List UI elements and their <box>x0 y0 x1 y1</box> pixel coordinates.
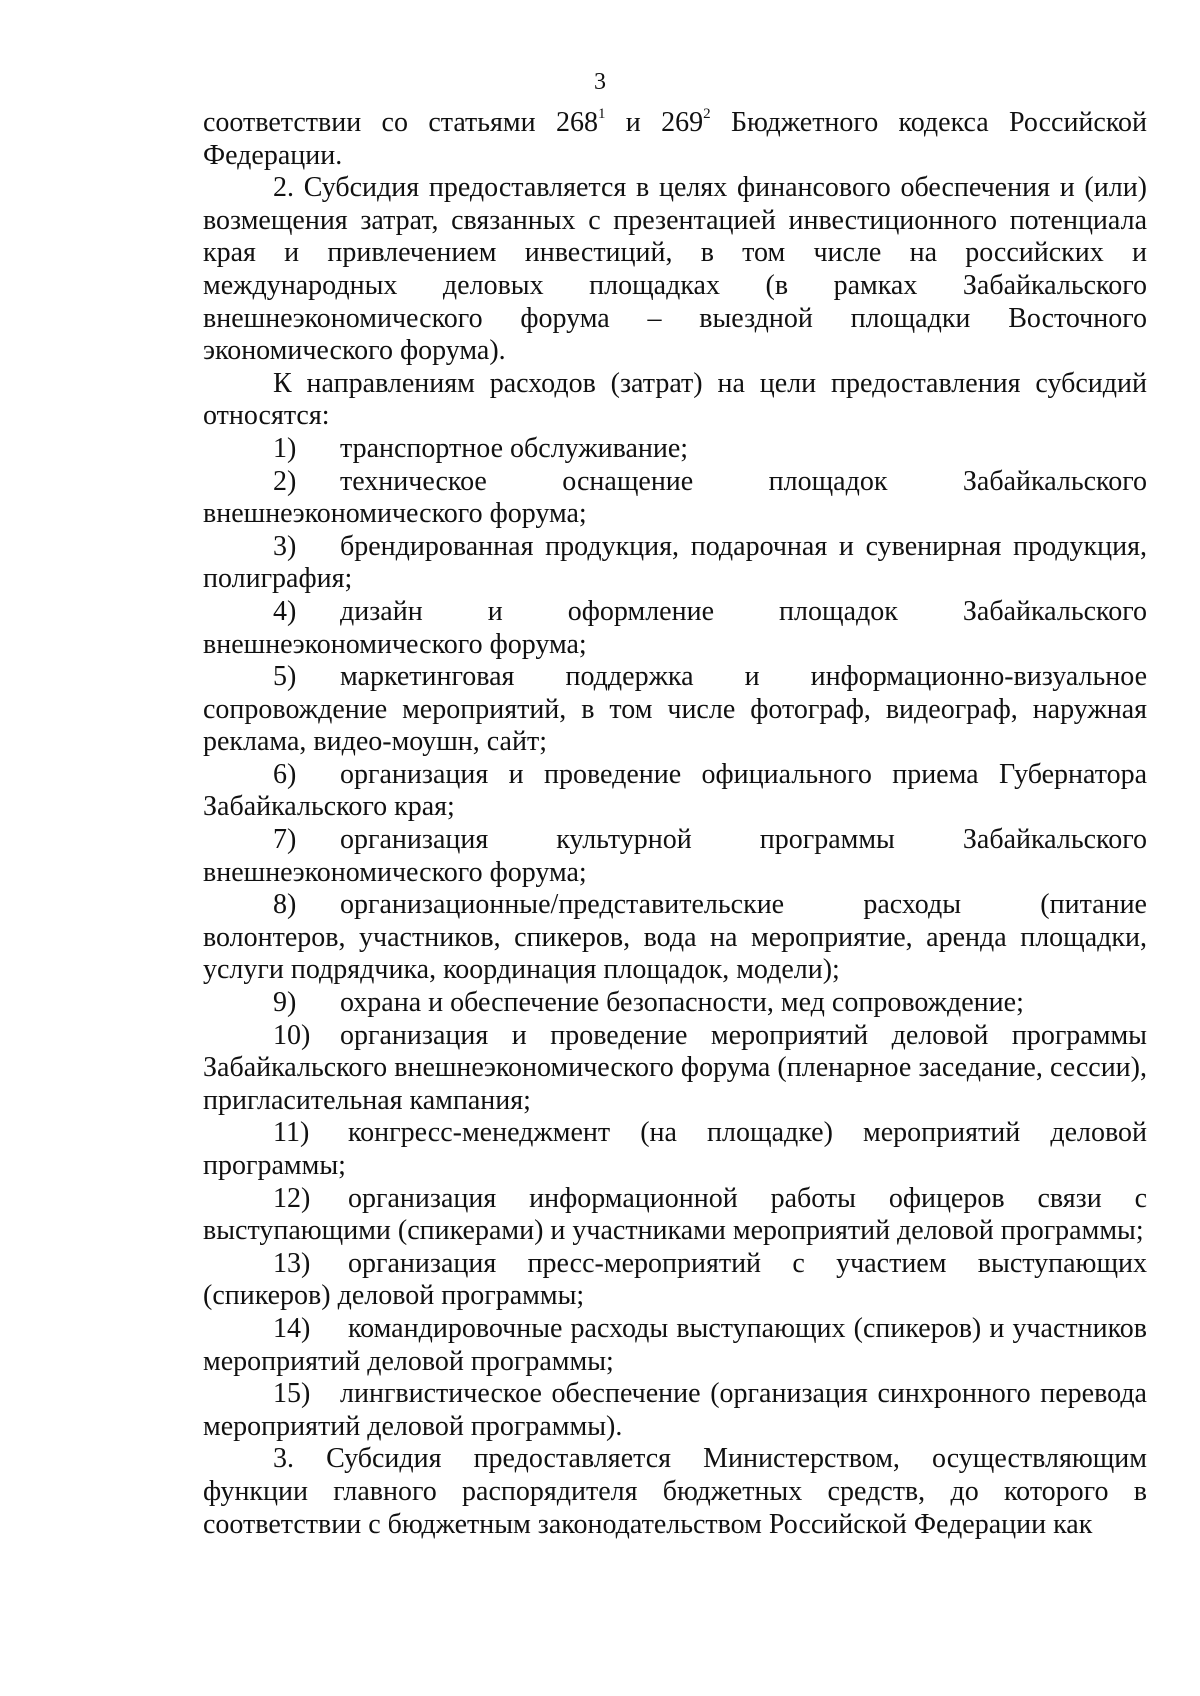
item-text: охрана и обеспечение безопасности, мед сопровождение; <box>340 987 1024 1019</box>
item-number: 2) <box>273 465 297 497</box>
list-item <box>203 531 1147 596</box>
item-number: 9) <box>273 987 297 1019</box>
paragraph-2: 2. Субсидия предоставляется в целях финансового обеспечения и (или) возмещения затрат, связанных с презентацией инвестиционного потенциала края и привлечением инвестиций, в том числе на российских и международных деловых площадках (в рамках Забайкальского внешнеэкономического форума – выездной площадки Восточного экономического форума). <box>203 172 1147 367</box>
item-number: 4) <box>273 595 297 627</box>
item-text: организация и проведение мероприятий деловой программы Забайкальского внешнеэкономического форума (пленарное заседание, сессии), пригласительная кампания; <box>203 1019 1147 1116</box>
item-text: брендированная продукция, подарочная и сувенирная продукция, полиграфия; <box>203 530 1147 595</box>
list-item <box>203 1313 1147 1378</box>
item-number: 3) <box>273 530 297 562</box>
intro-text-1: соответствии со статьями 268 <box>203 107 598 138</box>
item-number: 14) <box>273 1312 311 1344</box>
list-item <box>203 759 1147 824</box>
intro-text-2: и 269 <box>605 107 704 138</box>
list-item <box>203 433 1147 466</box>
item-text: организация информационной работы офицеров связи с выступающими (спикерами) и участниками мероприятий деловой программы; <box>203 1182 1147 1247</box>
item-number: 6) <box>273 758 297 790</box>
list-item <box>203 1117 1147 1182</box>
item-number: 12) <box>273 1182 311 1214</box>
page-number: 3 <box>594 69 606 95</box>
item-number: 10) <box>273 1019 311 1051</box>
item-text: организация культурной программы Забайкальского внешнеэкономического форума; <box>203 824 1147 888</box>
item-number: 15) <box>273 1378 311 1410</box>
item-number: 7) <box>273 824 297 856</box>
item-number: 5) <box>273 661 297 693</box>
list-item <box>203 824 1147 889</box>
item-text: техническое оснащение площадок Забайкальского внешнеэкономического форума; <box>203 465 1147 530</box>
list-item <box>203 466 1147 531</box>
item-number: 8) <box>273 889 297 921</box>
item-number: 13) <box>273 1247 311 1279</box>
item-text: конгресс-менеджмент (на площадке) мероприятий деловой программы; <box>203 1117 1147 1181</box>
list-item <box>203 596 1147 661</box>
list-item <box>203 987 1147 1020</box>
document-body <box>203 107 1147 1541</box>
list-item <box>203 1020 1147 1118</box>
intro-text-3: Бюджетного кодекса Российской Федерации. <box>203 107 1148 171</box>
superscript-2: 2 <box>703 106 711 122</box>
item-text: командировочные расходы выступающих (спикеров) и участников мероприятий деловой программы; <box>203 1312 1147 1377</box>
list-item <box>203 1378 1147 1443</box>
superscript-1: 1 <box>597 106 606 122</box>
list-item <box>203 1183 1147 1248</box>
list-item <box>203 1248 1147 1313</box>
item-number: 11) <box>273 1117 310 1149</box>
item-text: организация и проведение официального приема Губернатора Забайкальского края; <box>203 758 1147 823</box>
item-text: организационные/представительские расходы (питание волонтеров, участников, спикеров, вода на мероприятие, аренда площадки, услуги подрядчика, координация площадок, модели); <box>203 889 1147 986</box>
item-text: дизайн и оформление площадок Забайкальского внешнеэкономического форума; <box>203 595 1147 660</box>
item-text: лингвистическое обеспечение (организация синхронного перевода мероприятий деловой программы). <box>203 1378 1147 1442</box>
intro-paragraph <box>203 107 1147 172</box>
item-text: маркетинговая поддержка и информационно-визуальное сопровождение мероприятий, в том числе фотограф, видеограф, наружная реклама, видео-моушн, сайт; <box>203 661 1147 758</box>
list-item <box>203 889 1147 987</box>
paragraph-3: 3. Субсидия предоставляется Министерством, осуществляющим функции главного распорядителя бюджетных средств, до которого в соответствии с бюджетным законодательством Российской Федерации как <box>203 1443 1147 1540</box>
expense-list <box>203 433 1147 1443</box>
item-number: 1) <box>273 432 297 464</box>
list-item <box>203 661 1147 759</box>
item-text: организация пресс-мероприятий с участием выступающих (спикеров) деловой программы; <box>203 1247 1147 1312</box>
expense-intro: К направлениям расходов (затрат) на цели предоставления субсидий относятся: <box>203 367 1147 432</box>
item-text: транспортное обслуживание; <box>340 432 689 464</box>
